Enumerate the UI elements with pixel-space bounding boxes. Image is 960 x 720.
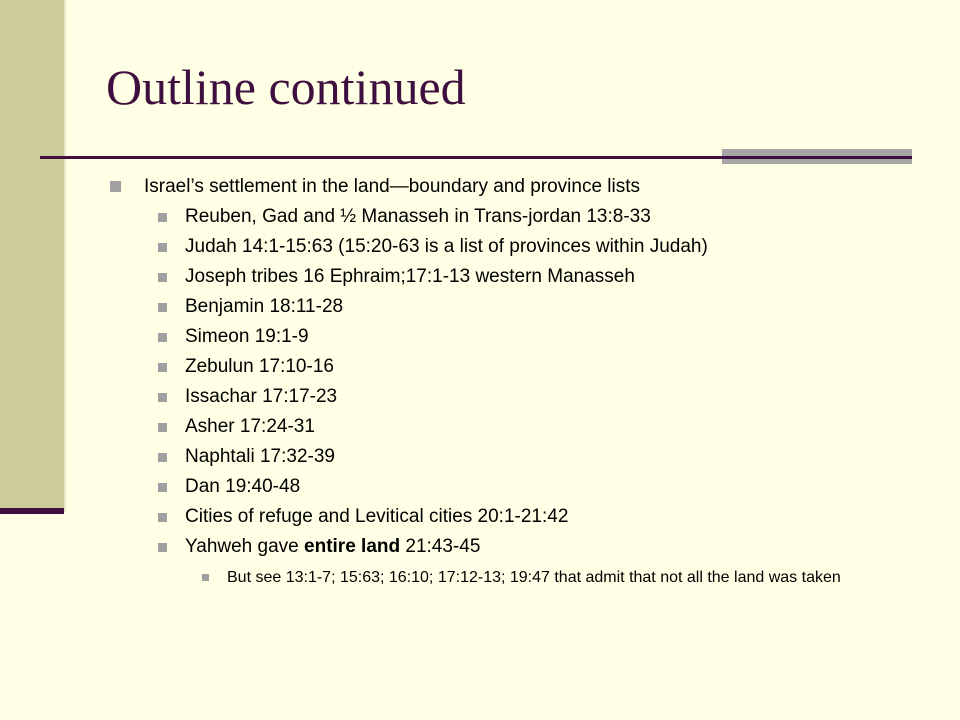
bullet-text: Naphtali 17:32-39 (185, 446, 335, 467)
square-bullet-icon (158, 483, 167, 492)
square-bullet-icon (110, 181, 121, 192)
slide-content (110, 172, 910, 588)
square-bullet-icon (158, 423, 167, 432)
square-bullet-icon (202, 574, 209, 581)
bullet-text: Asher 17:24-31 (185, 416, 315, 437)
side-decoration-bar (0, 0, 64, 512)
bullet-item-level2 (110, 202, 910, 232)
bullet-item-level2 (110, 232, 910, 262)
bullet-text: Judah 14:1-15:63 (15:20-63 is a list of provinces within Judah) (185, 236, 708, 257)
bullet-item-level2 (110, 472, 910, 502)
bullet-text-suffix: 21:43-45 (400, 536, 481, 557)
bullet-item-level3 (110, 568, 910, 588)
square-bullet-icon (158, 303, 167, 312)
bullet-text: Reuben, Gad and ½ Manasseh in Trans-jordan 13:8-33 (185, 206, 651, 227)
title-divider-line (40, 156, 912, 159)
bullet-item-level2 (110, 502, 910, 532)
bullet-text: Cities of refuge and Levitical cities 20:1-21:42 (185, 506, 569, 527)
square-bullet-icon (158, 213, 167, 222)
bullet-text: But see 13:1-7; 15:63; 16:10; 17:12-13; 19:47 that admit that not all the land was taken (227, 569, 841, 586)
square-bullet-icon (158, 453, 167, 462)
bullet-item-level2 (110, 352, 910, 382)
bullet-text: Joseph tribes 16 Ephraim;17:1-13 western Manasseh (185, 266, 635, 287)
bullet-text: Zebulun 17:10-16 (185, 356, 334, 377)
bullet-item-level2 (110, 382, 910, 412)
bullet-text: Israel’s settlement in the land—boundary and province lists (144, 176, 641, 197)
bullet-text: Dan 19:40-48 (185, 476, 301, 497)
square-bullet-icon (158, 273, 167, 282)
square-bullet-icon (158, 543, 167, 552)
bullet-item-level2-yahweh (110, 532, 910, 562)
bullet-item-level2 (110, 322, 910, 352)
bullet-item-level2 (110, 262, 910, 292)
bullet-text: Benjamin 18:11-28 (185, 296, 344, 317)
bullet-item-level2 (110, 412, 910, 442)
slide-title: Outline continued (106, 59, 466, 115)
bullet-text: Issachar 17:17-23 (185, 386, 338, 407)
square-bullet-icon (158, 513, 167, 522)
bullet-item-level2 (110, 292, 910, 322)
bullet-item-level2 (110, 442, 910, 472)
side-decoration-bottom-accent (0, 508, 64, 514)
bullet-text-prefix: Yahweh gave (185, 536, 305, 557)
square-bullet-icon (158, 363, 167, 372)
bullet-item-level1 (110, 172, 910, 202)
square-bullet-icon (158, 243, 167, 252)
side-decoration-edge (64, 0, 66, 512)
square-bullet-icon (158, 333, 167, 342)
square-bullet-icon (158, 393, 167, 402)
bullet-text-emphasis: entire land (304, 536, 401, 557)
bullet-text: Simeon 19:1-9 (185, 326, 309, 347)
